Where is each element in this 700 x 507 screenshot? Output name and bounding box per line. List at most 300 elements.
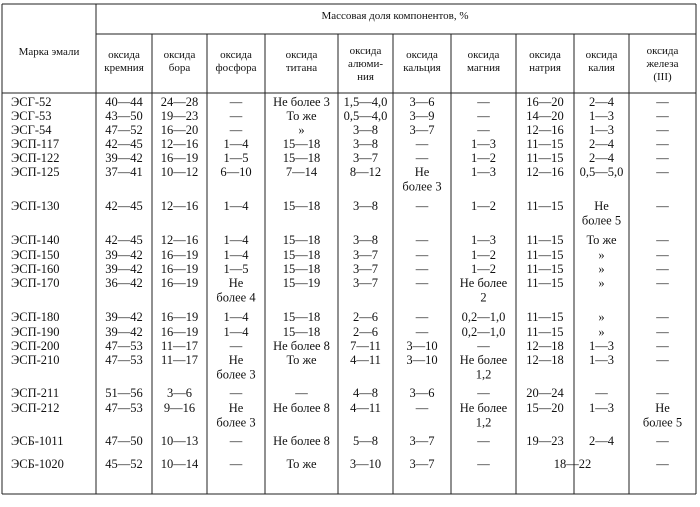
- cell-line: 3—8: [353, 123, 378, 137]
- table-cell: [224, 325, 250, 339]
- cell-line: 15—18: [282, 233, 321, 247]
- table-cell: [460, 401, 508, 430]
- table-cell: [460, 353, 508, 382]
- table-cell: [216, 353, 255, 382]
- cell-line: 11—15: [526, 310, 564, 324]
- column-header-line: алюми-: [347, 58, 384, 70]
- cell-line: 11—15: [526, 233, 564, 247]
- table-cell: [471, 151, 496, 165]
- table-cell: [471, 165, 496, 179]
- cell-line: —: [415, 137, 429, 151]
- cell-line: 15—20: [526, 401, 564, 415]
- cell-line: 11—17: [160, 353, 199, 367]
- cell-line: —: [295, 386, 308, 400]
- cell-line: 7—11: [350, 339, 381, 353]
- cell-line: 2: [480, 290, 487, 305]
- cell-line: Не: [228, 401, 244, 415]
- table-cell: [273, 95, 330, 109]
- cell-line: 1—5: [223, 262, 249, 276]
- cell-line: 4—8: [353, 386, 378, 400]
- column-header: [586, 49, 618, 74]
- cell-line: 3—7: [409, 123, 435, 137]
- cell-line: 3—7: [353, 151, 378, 165]
- cell-line: 2—4: [589, 434, 614, 448]
- cell-line: 16—20: [526, 95, 564, 109]
- table-cell: [415, 401, 429, 415]
- table-cell: [283, 262, 321, 276]
- cell-line: Не более 3: [273, 95, 330, 109]
- brand-column-header: Марка эмали: [18, 46, 80, 58]
- row-brand: ЭСП-125: [11, 165, 60, 179]
- row-brand: ЭСП-117: [11, 137, 60, 151]
- table-cell: [224, 137, 250, 151]
- cell-line: 3—10: [349, 457, 382, 471]
- table-cell: [353, 233, 378, 247]
- cell-line: 42—45: [105, 233, 143, 247]
- table-cell: [526, 386, 564, 400]
- cell-line: 0,2—1,0: [461, 310, 506, 324]
- table-cell: [105, 353, 143, 367]
- column-header-line: магния: [466, 62, 501, 74]
- table-cell: [476, 339, 490, 353]
- table-cell: [589, 151, 615, 165]
- cell-line: 2—4: [589, 151, 614, 165]
- cell-line: —: [477, 123, 490, 137]
- cell-line: 4—11: [350, 353, 381, 367]
- cell-line: 18—22: [553, 457, 592, 471]
- row-brand: ЭСП-210: [11, 353, 60, 367]
- table-cell: [105, 95, 143, 109]
- table-cell: [105, 310, 143, 324]
- table-cell: [350, 401, 381, 415]
- cell-line: 3—7: [409, 434, 435, 448]
- cell-line: 1,2: [475, 367, 492, 382]
- table-cell: [229, 434, 243, 448]
- table-cell: [105, 325, 143, 339]
- column-header-line: бора: [168, 62, 191, 74]
- table-cell: [655, 151, 669, 165]
- cell-line: 3—7: [353, 262, 378, 276]
- cell-line: —: [477, 95, 490, 109]
- table-cell: [598, 325, 604, 339]
- cell-line: 8—12: [349, 165, 382, 179]
- table-row: [11, 165, 669, 194]
- cell-line: —: [415, 325, 429, 339]
- cell-line: 11—15: [526, 262, 564, 276]
- table-cell: [294, 386, 308, 400]
- table-cell: [406, 353, 437, 367]
- column-headers: [104, 45, 678, 83]
- column-header: [348, 45, 383, 83]
- table-cell: [589, 123, 614, 137]
- table-cell: [105, 233, 143, 247]
- table-cell: [161, 95, 199, 109]
- cell-line: 1—2: [471, 151, 496, 165]
- cell-line: 11—15: [526, 151, 564, 165]
- cell-line: 15—18: [282, 262, 321, 276]
- table-cell: [526, 137, 563, 151]
- table-cell: [462, 325, 506, 339]
- table-cell: [655, 310, 669, 324]
- cell-line: —: [477, 457, 490, 471]
- table-cell: [350, 353, 381, 367]
- table-cell: [526, 109, 564, 123]
- table-cell: [415, 310, 429, 324]
- cell-line: 39—42: [105, 151, 143, 165]
- cell-line: 15—18: [282, 137, 321, 151]
- table-cell: [410, 95, 435, 109]
- table-cell: [598, 262, 604, 276]
- cell-line: 5—8: [353, 434, 378, 448]
- cell-line: —: [656, 325, 669, 339]
- table-cell: [105, 109, 143, 123]
- cell-line: —: [656, 109, 669, 123]
- cell-line: —: [229, 123, 243, 137]
- table-row: [11, 123, 669, 137]
- row-brand: ЭСП-211: [11, 386, 60, 400]
- table-cell: [220, 165, 251, 179]
- table-cell: [344, 109, 388, 123]
- cell-line: —: [656, 262, 669, 276]
- table-cell: [105, 151, 143, 165]
- table-cell: [471, 199, 496, 213]
- cell-line: 1—4: [223, 325, 249, 339]
- cell-line: 12—16: [160, 233, 199, 247]
- cell-line: 12—16: [526, 165, 564, 179]
- table-row: [11, 353, 669, 382]
- cell-line: —: [656, 339, 669, 353]
- table-cell: [655, 457, 669, 471]
- table-cell: [598, 310, 604, 324]
- cell-line: 14—20: [526, 109, 564, 123]
- table-cell: [273, 401, 330, 415]
- cell-line: 16—19: [160, 325, 199, 339]
- table-cell: [273, 434, 330, 448]
- table-row: [11, 325, 669, 339]
- table-cell: [161, 233, 199, 247]
- table-cell: [164, 401, 195, 415]
- table-cell: [229, 386, 243, 400]
- table-cell: [589, 95, 615, 109]
- table-cell: [526, 353, 564, 367]
- cell-line: Не: [228, 353, 244, 367]
- table-cell: [105, 457, 143, 471]
- table-row: [11, 248, 669, 262]
- column-header-line: оксида: [406, 49, 438, 61]
- table-cell: [161, 199, 199, 213]
- table-row: [11, 109, 669, 123]
- table-cell: [161, 123, 199, 137]
- column-header-line: оксида: [108, 49, 140, 61]
- table-row: [11, 401, 682, 430]
- table-row: [11, 233, 669, 247]
- cell-line: —: [656, 137, 669, 151]
- table-cell: [655, 339, 669, 353]
- cell-line: 45—52: [105, 457, 143, 471]
- table-cell: [406, 339, 437, 353]
- cell-line: 1—4: [223, 248, 249, 262]
- table-cell: [229, 95, 243, 109]
- cell-line: 3—6: [167, 386, 192, 400]
- column-header-line: оксида: [467, 49, 500, 61]
- table-cell: [476, 123, 490, 137]
- table-cell: [105, 386, 143, 400]
- table-cell: [353, 276, 378, 290]
- cell-line: —: [656, 95, 669, 109]
- cell-line: 9—16: [163, 401, 196, 415]
- table-cell: [554, 457, 592, 471]
- cell-line: Не более: [459, 276, 508, 290]
- table-cell: [353, 434, 378, 448]
- table-cell: [224, 248, 250, 262]
- cell-line: То же: [586, 233, 617, 247]
- cell-line: —: [656, 123, 669, 137]
- cell-line: —: [229, 339, 243, 353]
- cell-line: 39—42: [105, 310, 143, 324]
- table-cell: [655, 109, 669, 123]
- table-cell: [161, 151, 199, 165]
- table-cell: [526, 151, 563, 165]
- table-cell: [283, 310, 321, 324]
- table-cell: [229, 109, 243, 123]
- table-cell: [353, 248, 378, 262]
- cell-line: 16—19: [160, 310, 199, 324]
- column-header-line: оксида: [349, 45, 382, 57]
- cell-line: —: [229, 457, 243, 471]
- cell-line: 0,5—5,0: [579, 165, 624, 179]
- column-header-line: калия: [588, 62, 615, 74]
- cell-line: более 3: [402, 179, 442, 194]
- cell-line: —: [656, 151, 669, 165]
- table-cell: [229, 339, 243, 353]
- column-header-line: кремния: [104, 62, 144, 74]
- table-cell: [655, 386, 669, 400]
- column-header: [286, 49, 318, 74]
- table-row: [11, 310, 669, 324]
- cell-line: Не более 8: [273, 401, 330, 415]
- cell-line: 43—50: [105, 109, 143, 123]
- cell-line: 3—7: [409, 457, 435, 471]
- cell-line: 15—19: [282, 276, 321, 290]
- table-cell: [283, 325, 321, 339]
- table-cell: [402, 165, 441, 194]
- cell-line: 4—11: [350, 401, 381, 415]
- table-cell: [471, 262, 496, 276]
- table-cell: [286, 165, 318, 179]
- cell-line: Не: [594, 199, 609, 213]
- cell-line: —: [656, 386, 669, 400]
- table-cell: [655, 248, 669, 262]
- cell-line: 1—4: [223, 310, 249, 324]
- table-cell: [105, 123, 143, 137]
- table-cell: [462, 310, 506, 324]
- cell-line: 12—16: [160, 137, 199, 151]
- table-cell: [410, 457, 435, 471]
- table-cell: [655, 233, 669, 247]
- table-cell: [526, 165, 564, 179]
- cell-line: 1—5: [223, 151, 249, 165]
- table-cell: [526, 262, 563, 276]
- table-cell: [471, 233, 496, 247]
- table-row: [11, 95, 669, 109]
- table-cell: [526, 339, 564, 353]
- table-cell: [350, 165, 381, 179]
- table-cell: [161, 353, 198, 367]
- table-cell: [589, 339, 614, 353]
- table-cell: [353, 137, 378, 151]
- table-cell: [167, 386, 192, 400]
- cell-line: »: [598, 310, 605, 324]
- cell-line: —: [415, 248, 429, 262]
- cell-line: 1—3: [589, 123, 614, 137]
- column-header: [164, 49, 196, 74]
- cell-line: 7—14: [285, 165, 318, 179]
- cell-line: 3—6: [409, 386, 435, 400]
- cell-line: Не более 8: [273, 434, 330, 448]
- cell-line: —: [477, 386, 490, 400]
- table-cell: [526, 325, 563, 339]
- row-brand: ЭСП-130: [11, 199, 60, 213]
- cell-line: 15—18: [282, 310, 321, 324]
- cell-line: —: [229, 109, 243, 123]
- cell-line: 1—3: [589, 339, 614, 353]
- table-cell: [410, 109, 435, 123]
- cell-line: —: [477, 339, 490, 353]
- cell-line: 39—42: [105, 325, 143, 339]
- table-cell: [415, 137, 429, 151]
- table-cell: [273, 339, 330, 353]
- table-cell: [161, 457, 199, 471]
- cell-line: 1—4: [223, 233, 249, 247]
- table-cell: [353, 123, 378, 137]
- cell-line: 10—12: [160, 165, 199, 179]
- cell-line: 15—18: [282, 151, 321, 165]
- cell-line: Не более 8: [273, 339, 330, 353]
- row-brand: ЭСП-190: [11, 325, 60, 339]
- table-cell: [350, 457, 381, 471]
- cell-line: 2—6: [353, 310, 378, 324]
- column-header: [467, 49, 500, 74]
- cell-line: 12—16: [526, 123, 564, 137]
- table-cell: [283, 151, 321, 165]
- cell-line: —: [656, 199, 669, 213]
- table-cell: [655, 276, 669, 290]
- cell-line: То же: [286, 353, 317, 367]
- table-cell: [161, 310, 199, 324]
- table-cell: [589, 401, 614, 415]
- cell-line: —: [656, 248, 669, 262]
- column-header-line: кальция: [403, 62, 441, 74]
- table-cell: [161, 339, 198, 353]
- table-cell: [353, 386, 378, 400]
- cell-line: 51—56: [105, 386, 143, 400]
- cell-line: 0,2—1,0: [461, 325, 506, 339]
- cell-line: более 3: [216, 415, 256, 430]
- table-cell: [105, 248, 143, 262]
- cell-line: 12—18: [526, 339, 564, 353]
- row-brand: ЭСГ-53: [11, 109, 52, 123]
- cell-line: 1—3: [589, 401, 614, 415]
- table-cell: [161, 165, 199, 179]
- table-cell: [598, 276, 604, 290]
- cell-line: 39—42: [105, 248, 143, 262]
- table-cell: [350, 339, 381, 353]
- table-row: [11, 262, 669, 276]
- table-cell: [655, 325, 669, 339]
- cell-line: —: [415, 151, 429, 165]
- cell-line: 12—18: [526, 353, 564, 367]
- table-cell: [283, 276, 321, 290]
- column-header-line: фосфора: [215, 62, 257, 74]
- cell-line: 1—2: [471, 199, 496, 213]
- cell-line: 47—53: [105, 353, 143, 367]
- table-body: [11, 95, 682, 471]
- column-header: [104, 49, 144, 74]
- table-cell: [415, 276, 429, 290]
- cell-line: 11—15: [526, 199, 564, 213]
- cell-line: 47—53: [105, 401, 143, 415]
- table-cell: [410, 386, 435, 400]
- table-cell: [526, 95, 564, 109]
- table-cell: [526, 401, 564, 415]
- table-cell: [105, 401, 143, 415]
- cell-line: 15—18: [282, 325, 321, 339]
- table-cell: [224, 233, 250, 247]
- cell-line: 39—42: [105, 262, 143, 276]
- row-brand: ЭСГ-54: [11, 123, 52, 137]
- cell-line: —: [595, 386, 608, 400]
- table-cell: [229, 457, 243, 471]
- table-cell: [353, 151, 378, 165]
- cell-line: 19—23: [526, 434, 564, 448]
- table-cell: [161, 325, 199, 339]
- table-cell: [344, 95, 388, 109]
- cell-line: 11—17: [160, 339, 199, 353]
- row-brand: ЭСП-160: [11, 262, 60, 276]
- cell-line: 47—50: [105, 434, 143, 448]
- table-cell: [353, 310, 378, 324]
- table-cell: [286, 109, 317, 123]
- cell-line: более 3: [216, 367, 256, 382]
- cell-line: —: [415, 199, 429, 213]
- cell-line: —: [415, 262, 429, 276]
- table-cell: [526, 199, 563, 213]
- table-cell: [655, 123, 669, 137]
- group-header: Массовая доля компонентов, %: [321, 10, 469, 22]
- cell-line: 1—4: [223, 199, 249, 213]
- column-header-line: оксида: [646, 45, 679, 57]
- cell-line: То же: [286, 457, 317, 471]
- cell-line: 10—14: [160, 457, 199, 471]
- cell-line: Не: [655, 401, 670, 415]
- cell-line: Не более: [459, 401, 508, 415]
- column-header: [403, 49, 441, 74]
- cell-line: 1—3: [471, 233, 496, 247]
- cell-line: 16—19: [160, 276, 199, 290]
- table-cell: [105, 165, 143, 179]
- cell-line: —: [477, 434, 490, 448]
- table-cell: [283, 137, 321, 151]
- table-cell: [580, 165, 624, 179]
- table-cell: [105, 276, 143, 290]
- table-cell: [526, 310, 563, 324]
- table-cell: [526, 434, 564, 448]
- table-cell: [224, 151, 249, 165]
- cell-line: 2—4: [589, 137, 614, 151]
- row-brand: ЭСП-150: [11, 248, 60, 262]
- table-cell: [224, 199, 250, 213]
- table-cell: [415, 248, 429, 262]
